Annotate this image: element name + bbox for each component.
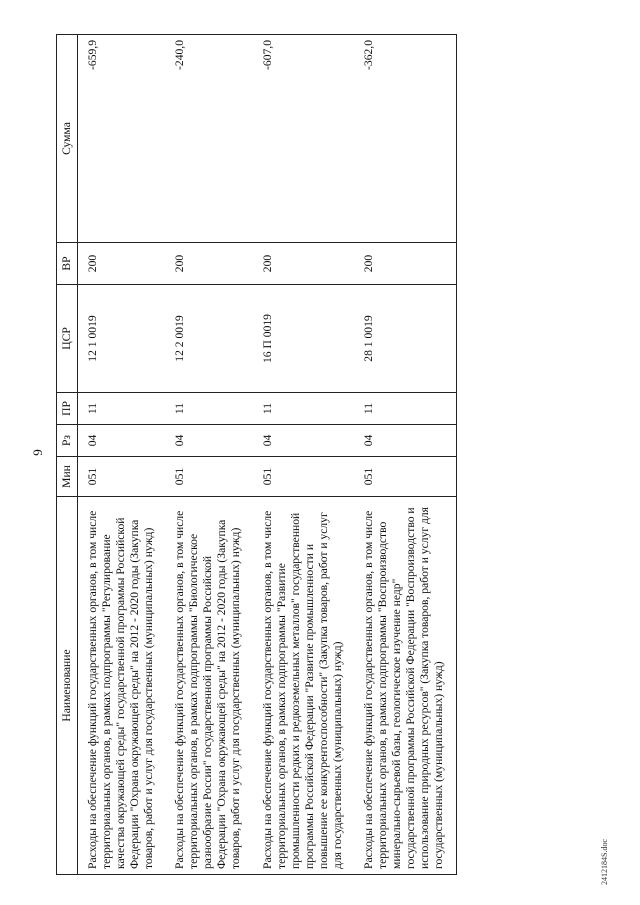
row-pr: 11: [77, 393, 165, 425]
row-vr: 200: [354, 243, 456, 285]
table-row: [77, 35, 165, 875]
page-number: 9: [30, 449, 45, 456]
row-rz: 04: [165, 425, 253, 457]
header-csr: ЦСР: [57, 285, 78, 393]
header-name: Наименование: [57, 497, 78, 875]
row-rz: 04: [253, 425, 354, 457]
row-sum: -362,0: [354, 35, 456, 243]
document-code: 2412184S.doc: [600, 839, 609, 885]
rotated-page: [20, 20, 620, 885]
row-name: Расходы на обеспечение функций государственных органов, в том числе территориальных органов, в рамках подпрограммы "Развитие промышленности редких и редкоземельных металлов" государственной программы Российской Федерации "Развитие промышленности и повышение ее конкурентоспособности" (Закупка товаров, работ и услуг для государственных (муниципальных) нужд): [253, 497, 354, 875]
row-sum: -607,0: [253, 35, 354, 243]
header-min: Мин: [57, 457, 78, 497]
row-vr: 200: [253, 243, 354, 285]
row-min: 051: [77, 457, 165, 497]
row-pr: 11: [165, 393, 253, 425]
row-sum: -659,9: [77, 35, 165, 243]
table-header-row: [57, 35, 78, 875]
row-csr: 12 2 0019: [165, 285, 253, 393]
row-csr: 12 1 0019: [77, 285, 165, 393]
row-csr: 28 1 0019: [354, 285, 456, 393]
row-min: 051: [165, 457, 253, 497]
row-rz: 04: [354, 425, 456, 457]
header-sum: Сумма: [57, 35, 78, 243]
row-min: 051: [253, 457, 354, 497]
row-rz: 04: [77, 425, 165, 457]
table-row: [354, 35, 456, 875]
header-pr: ПР: [57, 393, 78, 425]
header-vr: ВР: [57, 243, 78, 285]
row-name: Расходы на обеспечение функций государственных органов, в том числе территориальных органов, в рамках подпрограммы "Регулирование качества окружающей среды" государственной программы Российской Федерации "Охрана окружающей среды" на 2012 - 2020 годы (Закупка товаров, работ и услуг для государственных (муниципальных) нужд): [77, 497, 165, 875]
row-csr: 16 П 0019: [253, 285, 354, 393]
row-vr: 200: [165, 243, 253, 285]
header-rz: Рз: [57, 425, 78, 457]
row-vr: 200: [77, 243, 165, 285]
row-pr: 11: [354, 393, 456, 425]
budget-table: [56, 34, 457, 875]
row-min: 051: [354, 457, 456, 497]
row-pr: 11: [253, 393, 354, 425]
row-name: Расходы на обеспечение функций государственных органов, в том числе территориальных органов, в рамках подпрограммы "Биологическое разнообразие России" государственной программы Российской Федерации "Охрана окружающей среды" на 2012 - 2020 годы (Закупка товаров, работ и услуг для государственных (муниципальных) нужд): [165, 497, 253, 875]
table-row: [165, 35, 253, 875]
row-name: Расходы на обеспечение функций государственных органов, в том числе территориальных органов, в рамках подпрограммы "Воспроизводство минерально-сырьевой базы, геологическое изучение недр" государственной программы Российской Федерации "Воспроизводство и использование природных ресурсов" (Закупка товаров, работ и услуг для государственных (муниципальных) нужд): [354, 497, 456, 875]
row-sum: -240,0: [165, 35, 253, 243]
table-row: [253, 35, 354, 875]
